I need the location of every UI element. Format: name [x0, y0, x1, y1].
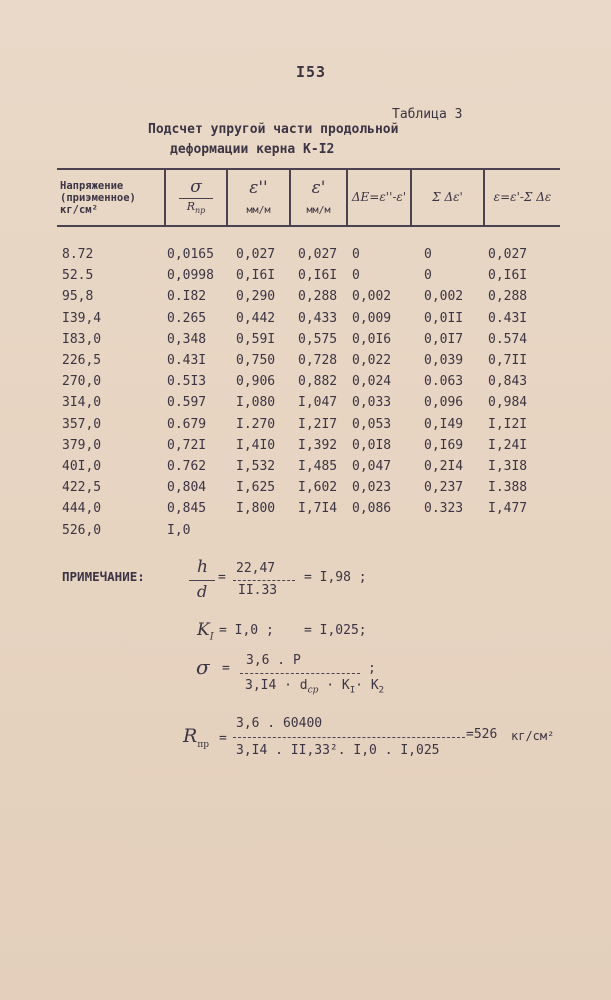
table-row	[0, 459, 611, 479]
fraction-bar	[189, 580, 215, 581]
cell-total-strain: 0,750	[236, 353, 276, 368]
fraction-bar	[233, 737, 465, 738]
f1-h: h	[197, 557, 208, 577]
cell-total-strain: I,4I0	[236, 437, 276, 453]
cell-sum-delta: 0.323	[424, 501, 464, 517]
cell-delta: 0	[352, 247, 360, 262]
cell-delta: 0,009	[352, 310, 392, 326]
f2-value-1: = I,0 ;	[219, 623, 274, 638]
f4-r-sub: пр	[197, 739, 210, 750]
cell-delta: 0,022	[352, 353, 392, 368]
cell-stress: 52.5	[62, 268, 94, 284]
header-r-sub: пр	[195, 206, 206, 216]
cell-elastic-strain: 0,288	[298, 289, 338, 305]
header-stress-line-2: (приэменное)	[60, 191, 136, 204]
cell-sum-delta: 0	[424, 247, 432, 262]
fraction-bar	[179, 198, 213, 199]
page-number: I53	[296, 63, 327, 81]
f3-den-sub: cp	[307, 685, 319, 696]
header-sum-delta	[412, 170, 483, 225]
cell-delta: 0,047	[352, 459, 392, 474]
cell-total-strain: 0,290	[236, 289, 276, 305]
cell-relative-stress: 0,804	[167, 480, 207, 496]
fraction-bar	[233, 580, 295, 581]
cell-delta: 0,033	[352, 395, 392, 411]
f3-den-a: 3,I4 · d	[245, 678, 308, 693]
cell-total-strain: I.270	[236, 416, 276, 432]
header-relative-stress	[166, 170, 226, 225]
header-stress-line-1: Напряжение	[60, 179, 124, 192]
table-title-line-1: Подсчет упругой части продольной	[148, 122, 399, 137]
cell-delta: 0,002	[352, 289, 392, 305]
table-row	[0, 374, 611, 394]
cell-elastic-strain: 0,027	[298, 247, 338, 262]
table-row	[0, 353, 611, 373]
cell-relative-stress: 0,0165	[167, 247, 214, 262]
f2-value-2: = I,025;	[304, 623, 367, 638]
cell-elastic-strain: I,2I7	[298, 416, 338, 432]
f4-unit: кг/см²	[511, 729, 555, 743]
cell-stress: 422,5	[62, 480, 102, 496]
header-unit: мм/м	[246, 205, 271, 216]
cell-sum-delta: 0,096	[424, 395, 464, 411]
f3-den-s2: 2	[378, 685, 385, 696]
f3-sigma: σ	[196, 655, 210, 679]
cell-relative-stress: 0,845	[167, 501, 207, 517]
table-row	[0, 417, 611, 437]
table-row	[0, 268, 611, 288]
cell-relative-stress: 0.265	[167, 310, 207, 326]
f3-semicolon: ;	[368, 661, 376, 676]
cell-stress: 444,0	[62, 501, 102, 517]
cell-relative-stress: I,0	[167, 522, 191, 538]
f2-k-letter: K	[197, 620, 210, 640]
cell-result: 0,027	[488, 247, 528, 262]
cell-stress: 8.72	[62, 247, 94, 262]
cell-total-strain: 0,906	[236, 374, 276, 390]
f3-den-b: · K	[326, 678, 350, 693]
f1-result: = I,98 ;	[304, 570, 367, 585]
cell-elastic-strain: I,485	[298, 459, 338, 474]
cell-elastic-strain: 0,882	[298, 374, 338, 390]
f3-numerator: 3,6 . P	[246, 653, 301, 668]
equals-sign: =	[219, 731, 227, 746]
equals-sign: =	[218, 570, 226, 585]
header-stress-line-3: кг/см²	[60, 203, 98, 216]
f2-k	[197, 620, 214, 642]
table-row	[0, 501, 611, 521]
table-row	[0, 311, 611, 331]
f4-r-letter: R	[183, 725, 198, 747]
f3-den-c: · K	[355, 678, 379, 693]
cell-elastic-strain: 0,728	[298, 353, 338, 368]
cell-result: 0.43I	[488, 310, 528, 326]
cell-sum-delta: 0,2I4	[424, 459, 464, 474]
cell-stress: 270,0	[62, 374, 102, 390]
cell-stress: 379,0	[62, 437, 102, 453]
f4-numerator: 3,6 . 60400	[236, 716, 323, 731]
cell-delta: 0,0I6	[352, 331, 392, 347]
cell-relative-stress: 0.597	[167, 395, 207, 411]
cell-stress: I39,4	[62, 310, 102, 326]
header-bottom-rule	[57, 225, 560, 227]
cell-elastic-strain: 0,575	[298, 331, 338, 347]
f1-denominator: II.33	[238, 583, 278, 598]
table-row	[0, 395, 611, 415]
header-delta	[348, 170, 410, 225]
cell-result: 0,I6I	[488, 268, 528, 284]
cell-relative-stress: 0,72I	[167, 437, 207, 453]
cell-delta: 0,024	[352, 374, 392, 390]
cell-sum-delta: 0,039	[424, 353, 464, 368]
cell-stress: 95,8	[62, 289, 94, 305]
cell-relative-stress: 0.I82	[167, 289, 207, 305]
table-row	[0, 438, 611, 458]
cell-relative-stress: 0,0998	[167, 268, 214, 284]
cell-total-strain: I,532	[236, 459, 276, 474]
header-delta-formula: ΔΕ=ε''-ε'	[351, 190, 407, 204]
header-eps1: ε'	[311, 178, 326, 198]
cell-stress: 40I,0	[62, 459, 102, 474]
table-row	[0, 480, 611, 500]
cell-result: 0,843	[488, 374, 528, 390]
f1-numerator: 22,47	[236, 561, 276, 576]
cell-result: 0,984	[488, 395, 528, 411]
f4-denominator: 3,I4 . II,33². I,0 . I,025	[236, 743, 440, 758]
f1-d: d	[197, 582, 208, 601]
header-r: R	[186, 200, 195, 214]
cell-relative-stress: 0.762	[167, 459, 207, 474]
table-row	[0, 289, 611, 309]
header-sigma: σ	[190, 177, 202, 198]
cell-elastic-strain: I,047	[298, 395, 338, 411]
cell-stress: I83,0	[62, 331, 102, 347]
cell-total-strain: 0,442	[236, 310, 276, 326]
f3-den-s1: I	[349, 685, 356, 696]
cell-delta: 0,023	[352, 480, 392, 496]
cell-elastic-strain: I,7I4	[298, 501, 338, 517]
table-row	[0, 523, 611, 543]
fraction-bar	[240, 673, 360, 674]
cell-sum-delta: 0,I69	[424, 437, 464, 453]
header-result-formula: ε=ε'-Σ Δε	[493, 190, 552, 204]
cell-total-strain: 0,59I	[236, 331, 276, 347]
cell-sum-delta: 0.063	[424, 374, 464, 390]
cell-elastic-strain: 0,433	[298, 310, 338, 326]
table-label: Таблица 3	[392, 107, 463, 122]
cell-stress: 3I4,0	[62, 395, 102, 411]
cell-sum-delta: 0,002	[424, 289, 464, 305]
cell-total-strain: I,080	[236, 395, 276, 411]
cell-elastic-strain: I,602	[298, 480, 338, 496]
table-row	[0, 332, 611, 352]
header-result	[485, 170, 560, 225]
f3-denominator	[245, 678, 384, 696]
cell-sum-delta: 0,0I7	[424, 331, 464, 347]
table-row	[0, 247, 611, 267]
cell-sum-delta: 0,237	[424, 480, 464, 496]
cell-sum-delta: 0,0II	[424, 310, 464, 326]
f2-k-sub: I	[209, 631, 214, 643]
header-stress	[60, 170, 164, 225]
header-eps2: ε''	[249, 178, 268, 198]
cell-total-strain: I,625	[236, 480, 276, 496]
cell-delta: 0	[352, 268, 360, 284]
cell-stress: 526,0	[62, 522, 102, 538]
header-unit: мм/м	[306, 205, 331, 216]
cell-sum-delta: 0	[424, 268, 432, 284]
cell-total-strain: 0,027	[236, 247, 276, 262]
cell-total-strain: 0,I6I	[236, 268, 276, 284]
cell-total-strain: I,800	[236, 501, 276, 517]
header-total-strain	[228, 170, 289, 225]
table-title-line-2: деформации керна К-I2	[170, 142, 335, 157]
header-sum-formula: Σ Δε'	[432, 190, 463, 204]
cell-stress: 226,5	[62, 353, 102, 368]
cell-relative-stress: 0.5I3	[167, 374, 207, 390]
note-label: ПРИМЕЧАНИЕ:	[62, 569, 145, 584]
f4-result: =526	[466, 727, 498, 742]
cell-delta: 0,0I8	[352, 437, 392, 453]
cell-result: 0,7II	[488, 353, 528, 368]
cell-result: I,3I8	[488, 459, 528, 474]
cell-delta: 0,086	[352, 501, 392, 517]
cell-relative-stress: 0.43I	[167, 353, 207, 368]
cell-result: I,I2I	[488, 416, 528, 432]
cell-result: 0,288	[488, 289, 528, 305]
header-elastic-strain	[291, 170, 346, 225]
cell-relative-stress: 0,348	[167, 331, 207, 347]
cell-delta: 0,053	[352, 416, 392, 432]
equals-sign: =	[222, 661, 230, 676]
cell-result: I,24I	[488, 437, 528, 453]
cell-stress: 357,0	[62, 416, 102, 432]
cell-elastic-strain: 0,I6I	[298, 268, 338, 284]
f4-r	[183, 725, 209, 750]
cell-result: I.388	[488, 480, 528, 496]
cell-relative-stress: 0.679	[167, 416, 207, 432]
cell-result: 0.574	[488, 331, 528, 347]
cell-result: I,477	[488, 501, 528, 517]
cell-sum-delta: 0,I49	[424, 416, 464, 432]
cell-elastic-strain: I,392	[298, 437, 338, 453]
